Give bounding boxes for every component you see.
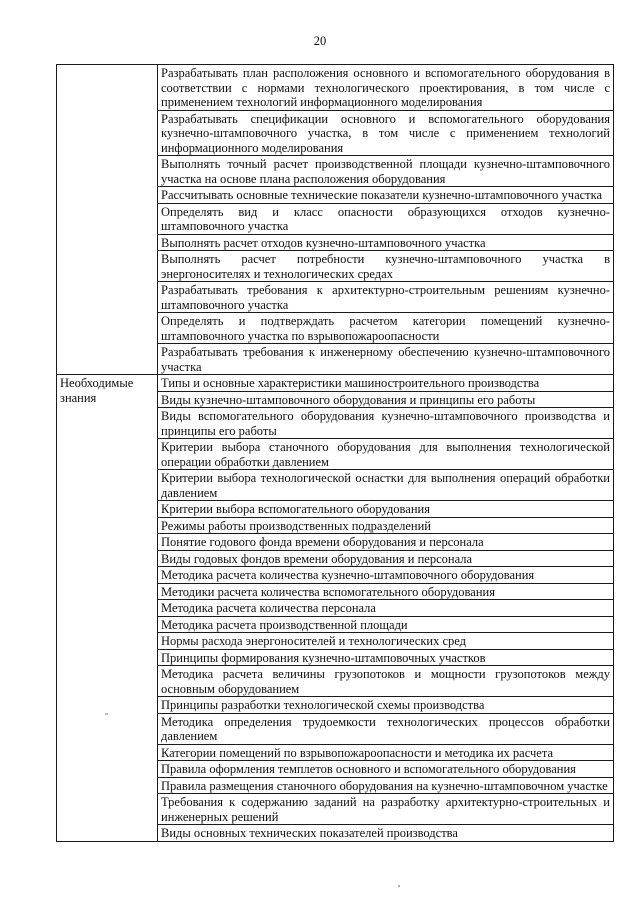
knowledge-category-label: Необходимые знания [57,375,158,842]
knowledge-row [57,375,614,392]
knowledge-item: Понятие годового фонда времени оборудования и персонала [158,534,614,551]
knowledge-item: Правила оформления темплетов основного и вспомогательного оборудования [158,761,614,778]
knowledge-item: Виды годовых фондов времени оборудования и персонала [158,550,614,567]
scan-speck [398,885,400,887]
skills-row [57,65,614,111]
knowledge-item: Принципы формирования кузнечно-штамповочных участков [158,649,614,666]
skills-item: Рассчитывать основные технические показатели кузнечно-штамповочного участка [158,187,614,204]
knowledge-item: Методика расчета производственной площади [158,616,614,633]
skills-category-label [57,65,158,375]
competency-table [56,64,614,842]
skills-item: Определять вид и класс опасности образующихся отходов кузнечно-штамповочного участка [158,203,614,234]
knowledge-item: Правила размещения станочного оборудования на кузнечно-штамповочном участке [158,777,614,794]
skills-item: Выполнять расчет потребности кузнечно-штамповочного участка в энергоносителях и технологических средах [158,251,614,282]
knowledge-item: Виды основных технических показателей производства [158,825,614,842]
knowledge-item: Требования к содержанию заданий на разработку архитектурно-строительных и инженерных решений [158,794,614,825]
knowledge-item: Методика расчета величины грузопотоков и мощности грузопотоков между основным оборудованием [158,666,614,697]
knowledge-item: Критерии выбора станочного оборудования для выполнения технологической операции обработки давлением [158,439,614,470]
knowledge-item: Виды кузнечно-штамповочного оборудования и принципы его работы [158,391,614,408]
knowledge-item: Виды вспомогательного оборудования кузнечно-штамповочного производства и принципы его работы [158,408,614,439]
skills-item: Разрабатывать план расположения основного и вспомогательного оборудования в соответствии с нормами технологического проектирования, в том числе с применением технологий информационного моделирования [158,65,614,111]
knowledge-item: Нормы расхода энергоносителей и технологических сред [158,633,614,650]
knowledge-item: Методики расчета количества вспомогательного оборудования [158,583,614,600]
knowledge-item: Методика расчета количества персонала [158,600,614,617]
knowledge-item: Критерии выбора технологической оснастки для выполнения операций обработки давлением [158,470,614,501]
skills-item: Разрабатывать требования к архитектурно-строительным решениям кузнечно-штамповочного участка [158,282,614,313]
skills-item: Выполнять точный расчет производственной площади кузнечно-штамповочного участка на основе плана расположения оборудования [158,156,614,187]
skills-item: Определять и подтверждать расчетом категории помещений кузнечно-штамповочного участка по взрывопожароопасности [158,313,614,344]
knowledge-item: Методика расчета количества кузнечно-штамповочного оборудования [158,567,614,584]
skills-item: Выполнять расчет отходов кузнечно-штамповочного участка [158,234,614,251]
skills-item: Разрабатывать требования к инженерному обеспечению кузнечно-штамповочного участка [158,344,614,375]
skills-item: Разрабатывать спецификации основного и вспомогательного оборудования кузнечно-штамповочного участка, в том числе с применением технологий информационного моделирования [158,110,614,156]
scan-speck-2 [105,713,108,715]
page-number: 20 [313,34,327,48]
knowledge-item: Типы и основные характеристики машиностроительного производства [158,375,614,392]
knowledge-item: Критерии выбора вспомогательного оборудования [158,501,614,518]
knowledge-item: Принципы разработки технологической схемы производства [158,697,614,714]
knowledge-item: Режимы работы производственных подразделений [158,517,614,534]
knowledge-item: Методика определения трудоемкости технологических процессов обработки давлением [158,713,614,744]
knowledge-item: Категории помещений по взрывопожароопасности и методика их расчета [158,744,614,761]
